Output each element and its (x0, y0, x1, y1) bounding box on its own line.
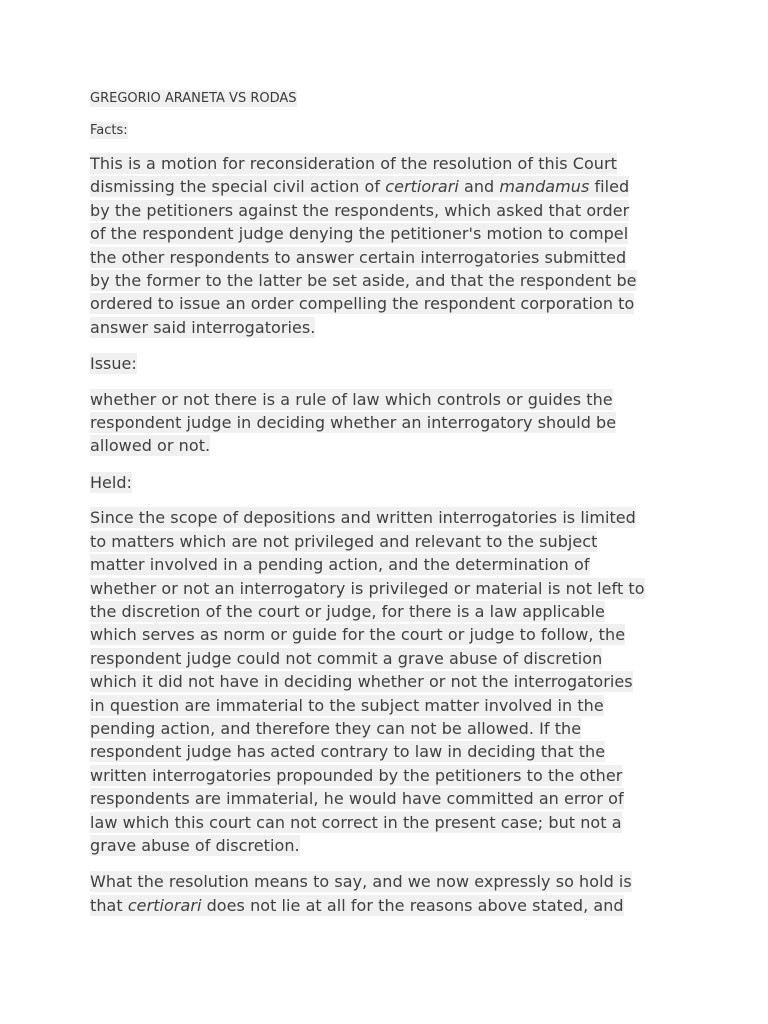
text-line: answer said interrogatories. (90, 317, 316, 337)
text-line: ordered to issue an order compelling the respondent corporation to (90, 294, 635, 314)
text-line: whether or not there is a rule of law which controls or guides the (90, 389, 613, 409)
document-page (90, 90, 690, 930)
issue-heading: Issue: (90, 354, 137, 374)
text-line: the other respondents to answer certain interrogatories submitted (90, 247, 627, 267)
facts-heading: Facts: (90, 123, 128, 138)
text-line: grave abuse of discretion. (90, 835, 300, 855)
text-line: dismissing the special civil action of certiorari and mandamus filed (90, 177, 630, 197)
text-line: written interrogatories propounded by the petitioners to the other (90, 765, 623, 785)
text-line: Since the scope of depositions and written interrogatories is limited (90, 508, 636, 528)
italic-term: certiorari (385, 177, 459, 197)
text-line: allowed or not. (90, 436, 211, 456)
text-line: respondents are immaterial, he would have committed an error of (90, 789, 624, 809)
facts-paragraph (90, 152, 690, 339)
text-line: in question are immaterial to the subject matter involved in the (90, 695, 604, 715)
resolution-paragraph (90, 870, 690, 917)
text-line: respondent judge could not commit a grave abuse of discretion (90, 648, 603, 668)
italic-term: mandamus (499, 177, 590, 197)
issue-paragraph (90, 388, 690, 458)
held-heading: Held: (90, 472, 132, 492)
text-line: respondent judge has acted contrary to law in deciding that the (90, 742, 606, 762)
text-line: by the petitioners against the respondents, which asked that order (90, 200, 630, 220)
text-line: respondent judge in deciding whether an interrogatory should be (90, 413, 617, 433)
text-line: of the respondent judge denying the petitioner's motion to compel (90, 224, 629, 244)
text-line: This is a motion for reconsideration of the resolution of this Court (90, 154, 617, 173)
text-line: whether or not an interrogatory is privileged or material is not left to (90, 578, 645, 598)
text-line: which it did not have in deciding whether or not the interrogatories (90, 672, 633, 692)
text-line: pending action, and therefore they can not be allowed. If the (90, 718, 582, 738)
italic-term: certiorari (127, 895, 202, 915)
text-line: which serves as norm or guide for the court or judge to follow, the (90, 625, 626, 645)
text-line: law which this court can not correct in the present case; but not a (90, 812, 622, 832)
text-line: matter involved in a pending action, and the determination of (90, 555, 590, 575)
text-line: the discretion of the court or judge, for there is a law applicable (90, 601, 605, 621)
case-title: GREGORIO ARANETA VS RODAS (90, 91, 297, 106)
text-line: What the resolution means to say, and we now expressly so hold is (90, 872, 632, 892)
held-paragraph (90, 506, 690, 857)
text-line: that certiorari does not lie at all for the reasons above stated, and (90, 895, 624, 915)
text-line: to matters which are not privileged and relevant to the subject (90, 531, 598, 551)
document-title (90, 90, 690, 108)
text-line: by the former to the latter be set aside, and that the respondent be (90, 271, 637, 291)
